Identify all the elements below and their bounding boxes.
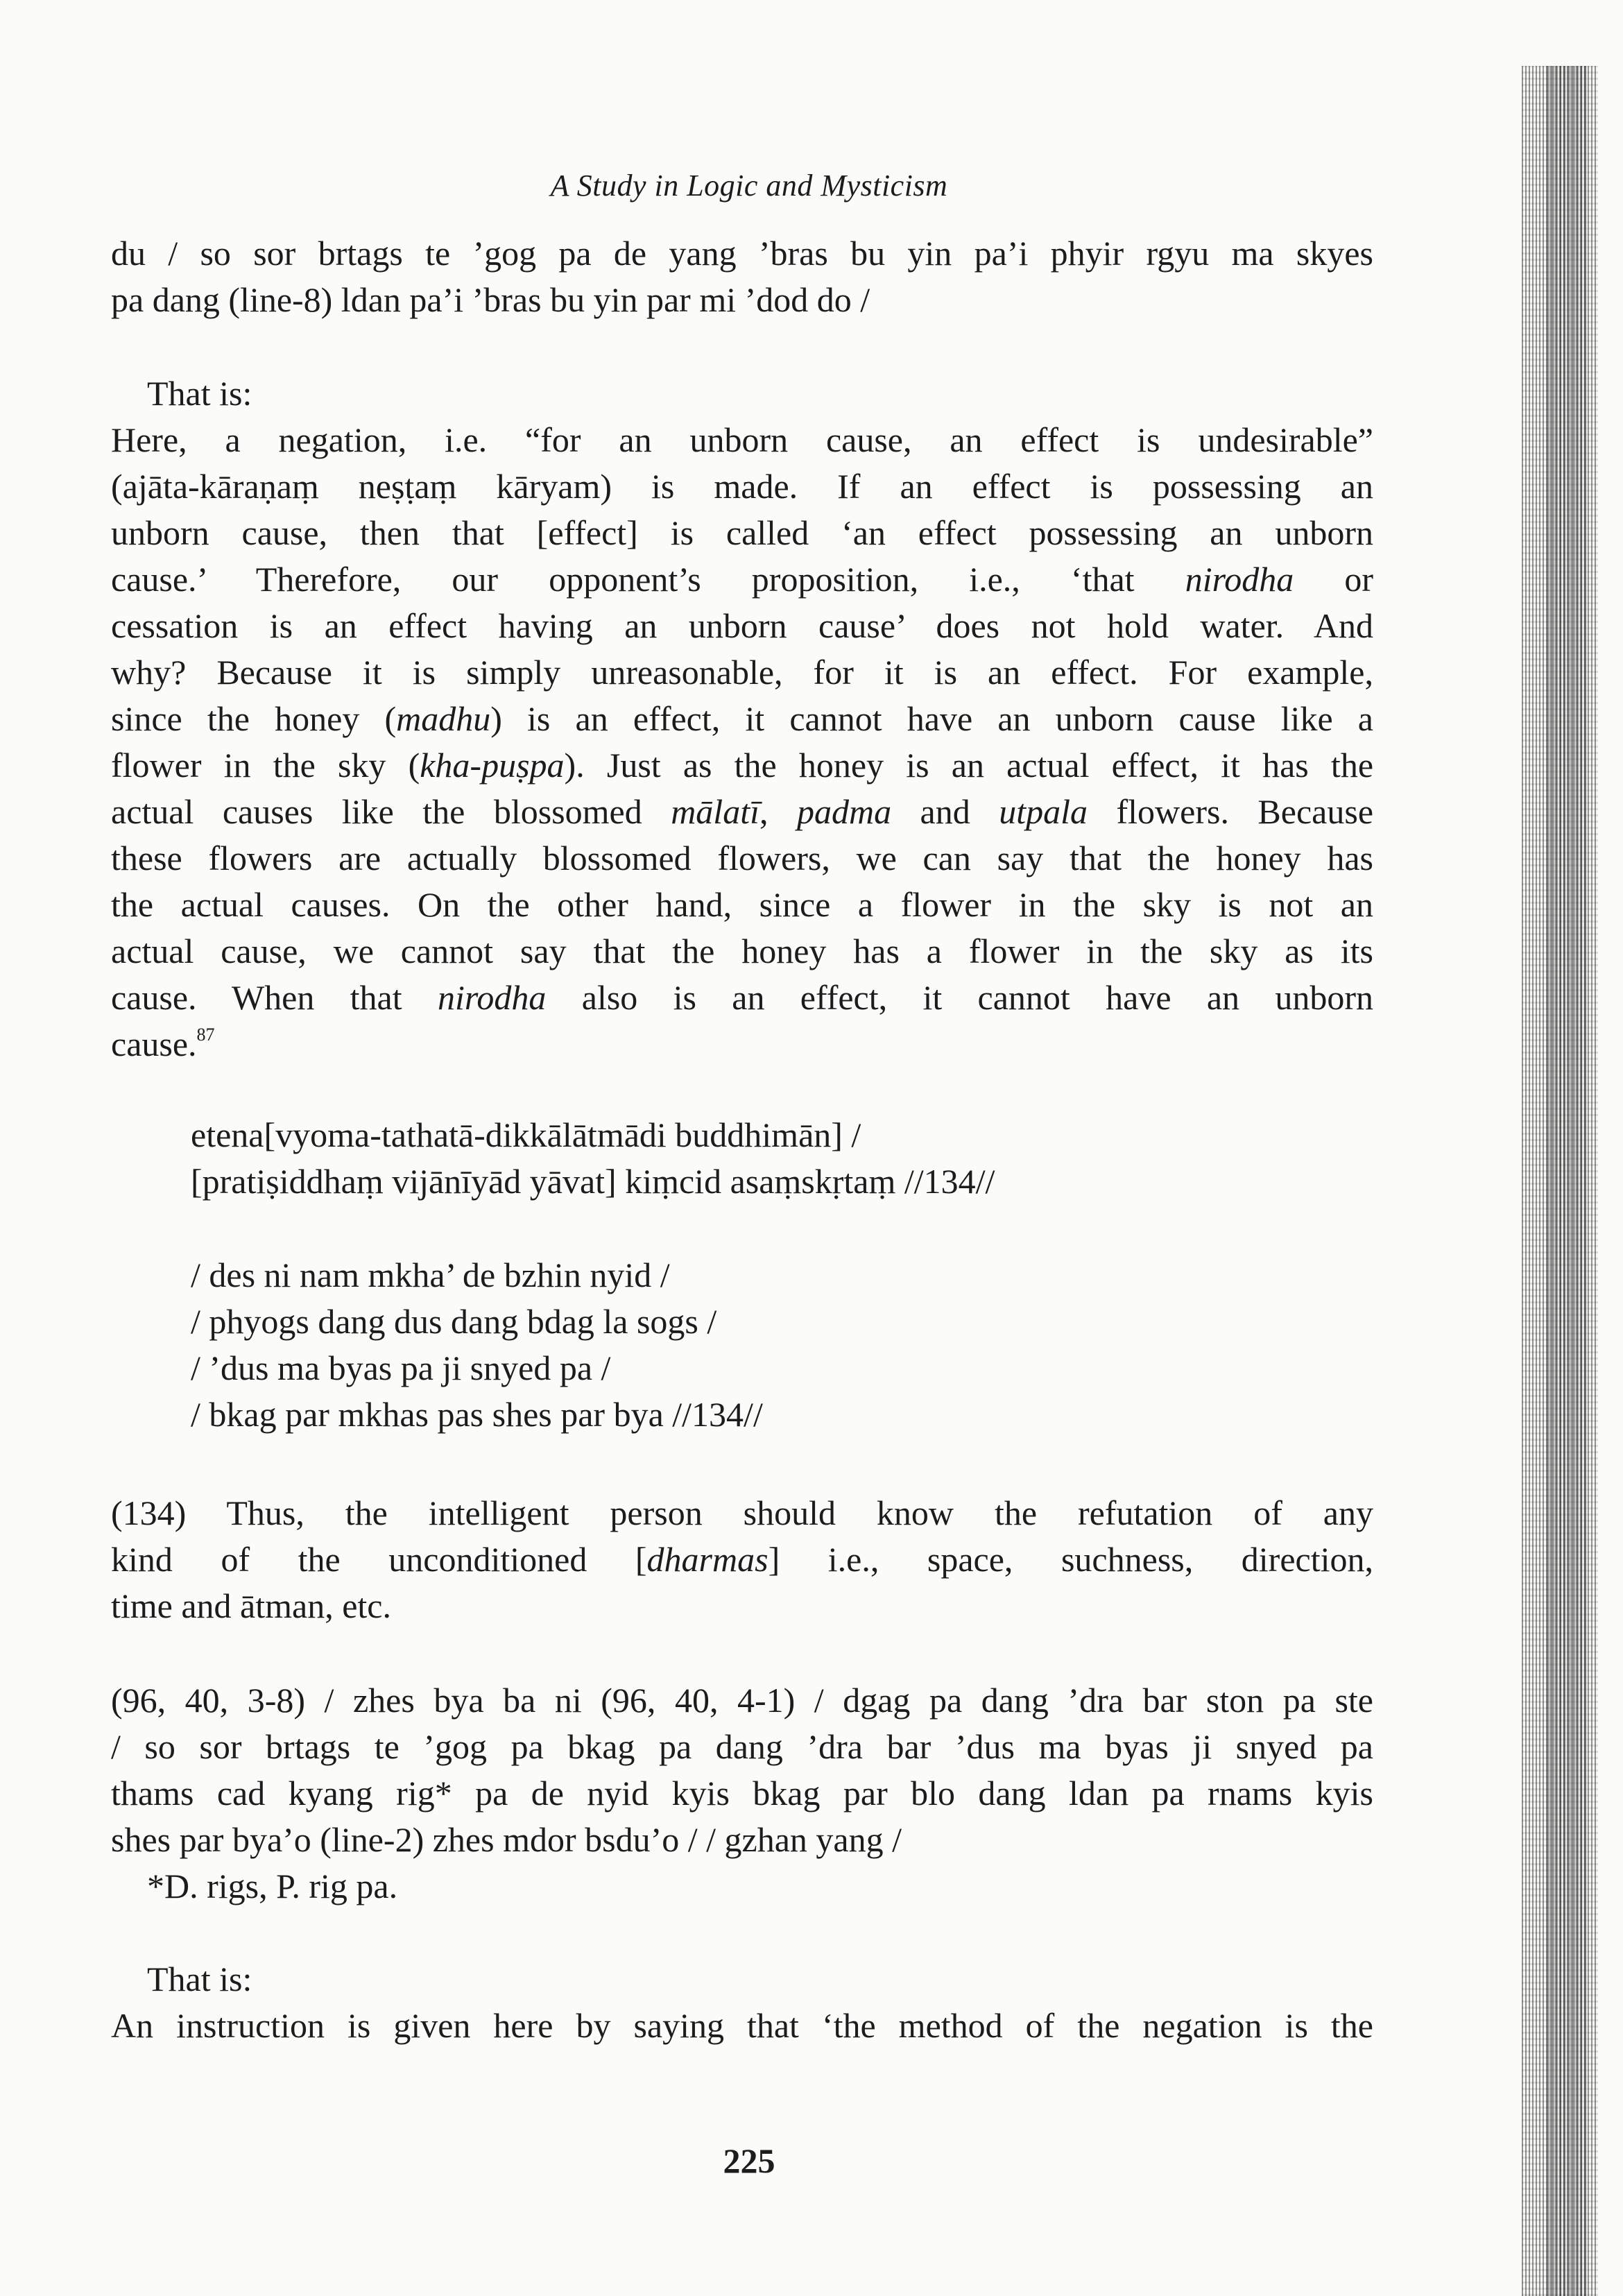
that-is-label-2	[111, 1956, 1373, 2003]
tibetan-passage-1	[111, 230, 1373, 323]
verse-line: [pratiṣiddhaṃ vijānīyād yāvat] kiṃcid asaṃskṛtaṃ //134//	[191, 1162, 995, 1201]
footnote-variant-reading	[111, 1863, 1373, 1910]
text-line: (ajāta-kāraṇaṃ neṣṭaṃ kāryam) is made. If an effect is possessing an	[111, 467, 1373, 506]
text-line: kind of the unconditioned [dharmas] i.e., space, suchness, direction,	[111, 1540, 1373, 1579]
sanskrit-verse-134	[111, 1112, 1373, 1205]
verse-line: etena[vyoma-tathatā-dikkālātmādi buddhimān] /	[191, 1115, 861, 1154]
running-head: A Study in Logic and Mysticism	[550, 169, 948, 203]
text-line: these flowers are actually blossomed flowers, we can say that the honey has	[111, 839, 1373, 877]
that-is-label: That is:	[147, 1960, 252, 1998]
text-line: actual cause, we cannot say that the honey has a flower in the sky as its	[111, 932, 1373, 970]
text-line: du / so sor brtags te ’gog pa de yang ’bras bu yin pa’i phyir rgyu ma skyes	[111, 234, 1373, 273]
text-line: pa dang (line-8) ldan pa’i ’bras bu yin par mi ’dod do /	[111, 280, 870, 319]
text-line: flower in the sky (kha-puṣpa). Just as the honey is an actual effect, it has the	[111, 746, 1374, 785]
verse-line: / des ni nam mkha’ de bzhin nyid /	[191, 1256, 670, 1294]
text-line: actual causes like the blossomed mālatī, padma and utpala flowers. Because	[111, 792, 1374, 831]
text-line: thams cad kyang rig* pa de nyid kyis bkag par blo dang ldan pa rnams kyis	[111, 1774, 1373, 1813]
text-line: since the honey (madhu) is an effect, it cannot have an unborn cause like a	[111, 699, 1373, 738]
translation-paragraph-2	[111, 2003, 1373, 2049]
tibetan-verse-134	[111, 1252, 1373, 1438]
text-line: cause.$^{87}$	[111, 1025, 215, 1063]
text-line: the actual causes. On the other hand, since a flower in the sky is not an	[111, 885, 1373, 924]
translation-paragraph-1	[111, 417, 1373, 1068]
footnote-marker: 87	[196, 1025, 215, 1045]
page-edge-dark	[1547, 66, 1588, 2296]
text-line: / so sor brtags te ’gog pa bkag pa dang ’dra bar ’dus ma byas ji snyed pa	[111, 1727, 1373, 1766]
verse-line: / phyogs dang dus dang bdag la sogs /	[191, 1302, 717, 1341]
text-line: (134) Thus, the intelligent person should know the refutation of any	[111, 1493, 1373, 1532]
text-line: unborn cause, then that [effect] is called ‘an effect possessing an unborn	[111, 513, 1373, 552]
that-is-label: That is:	[147, 374, 252, 413]
text-line: Here, a negation, i.e. “for an unborn cause, an effect is undesirable”	[111, 420, 1373, 459]
text-line: An instruction is given here by saying that ‘the method of the negation is the	[111, 2006, 1373, 2045]
text-line: cause. When that nirodha also is an effect, it cannot have an unborn	[111, 978, 1373, 1017]
text-line: time and ātman, etc.	[111, 1586, 392, 1625]
text-line: cause.’ Therefore, our opponent’s proposition, i.e., ‘that nirodha or	[111, 560, 1373, 599]
variant-note: *D. rigs, P. rig pa.	[147, 1867, 398, 1905]
translation-verse-134	[111, 1490, 1373, 1629]
text-line: (96, 40, 3-8) / zhes bya ba ni (96, 40, 4-1) / dgag pa dang ’dra bar ston pa ste	[111, 1681, 1373, 1720]
page-number: 225	[723, 2141, 775, 2180]
verse-line: / ’dus ma byas pa ji snyed pa /	[191, 1348, 611, 1387]
verse-line: / bkag par mkhas pas shes par bya //134//	[191, 1395, 763, 1434]
that-is-label-1	[111, 370, 1373, 417]
tibetan-passage-2	[111, 1677, 1373, 1863]
text-line: shes par bya’o (line-2) zhes mdor bsdu’o / / gzhan yang /	[111, 1820, 902, 1859]
text-line: why? Because it is simply unreasonable, for it is an effect. For example,	[111, 653, 1373, 692]
text-line: cessation is an effect having an unborn cause’ does not hold water. And	[111, 606, 1373, 645]
